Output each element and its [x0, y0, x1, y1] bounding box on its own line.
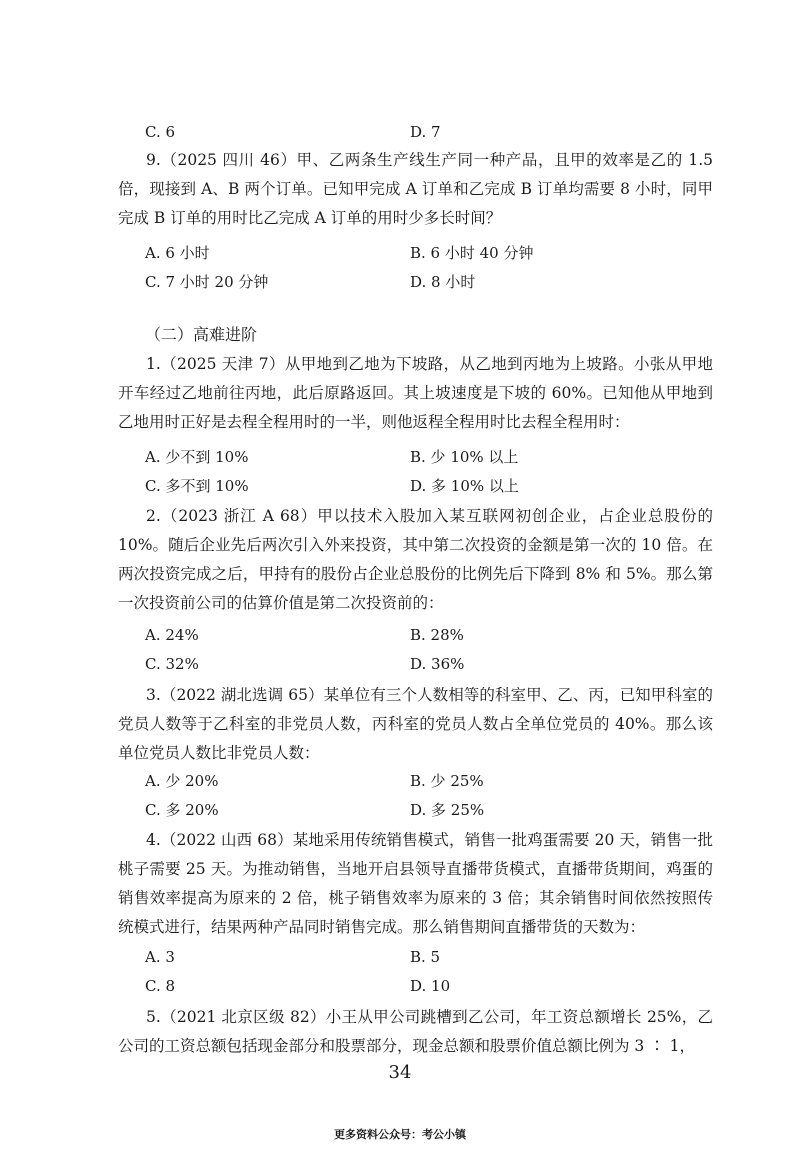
question-9: 9.（2025 四川 46）甲、乙两条生产线生产同一种产品，且甲的效率是乙的 1.5 倍，现接到 A、B 两个订单。已知甲完成 A 订单和乙完成 B 订单均需要 8 小时，同甲完成 B 订单的用时比乙完成 A 订单的用时少多长时间？	[118, 151, 713, 227]
option-d: D. 36%	[410, 655, 465, 673]
page-number: 34	[388, 1062, 412, 1083]
option-c: C. 8	[145, 977, 176, 995]
option-a: A. 少 20%	[145, 772, 219, 790]
option-a: A. 3	[145, 948, 175, 966]
option-d: D. 多 10% 以上	[410, 477, 519, 495]
option-d: D. 多 25%	[410, 801, 485, 819]
question-2: 2.（2023 浙江 A 68）甲以技术入股加入某互联网初创企业，占企业总股份的 10%。随后企业先后两次引入外来投资，其中第二次投资的金额是第一次的 10 倍。在两次投资完成之后，甲持有的股份占企业总股份的比例先后下降到 8% 和 5%。那么第一次投资前公司的估算价值是第二次投资前的：	[118, 507, 713, 612]
option-c: C. 多不到 10%	[145, 477, 249, 495]
question-3: 3.（2022 湖北选调 65）某单位有三个人数相等的科室甲、乙、丙，已知甲科室的党员人数等于乙科室的非党员人数，丙科室的党员人数占全单位党员的 40%。那么该单位党员人数比非党员人数：	[118, 686, 713, 762]
option-c: C. 6	[145, 123, 176, 141]
option-a: A. 少不到 10%	[145, 448, 249, 466]
option-d: D. 10	[410, 977, 451, 995]
question-5: 5.（2021 北京区级 82）小王从甲公司跳槽到乙公司，年工资总额增长 25%，乙公司的工资总额包括现金部分和股票部分，现金总额和股票价值总额比例为 3 ∶ 1，	[118, 1008, 713, 1055]
option-c: C. 多 20%	[145, 801, 219, 819]
option-c: C. 32%	[145, 655, 199, 673]
question-1: 1.（2025 天津 7）从甲地到乙地为下坡路，从乙地到丙地为上坡路。小张从甲地开车经过乙地前往丙地，此后原路返回。其上坡速度是下坡的 60%。已知他从甲地到乙地用时正好是去程全程用时的一半，则他返程全程用时比去程全程用时：	[118, 355, 713, 431]
option-b: B. 5	[410, 948, 441, 966]
option-d: D. 8 小时	[410, 273, 476, 291]
footer-note: 更多资料公众号：考公小镇	[334, 1128, 466, 1141]
option-d: D. 7	[410, 123, 441, 141]
section-heading: （二）高难进阶	[145, 325, 258, 344]
option-b: B. 少 25%	[410, 772, 484, 790]
question-4: 4.（2022 山西 68）某地采用传统销售模式，销售一批鸡蛋需要 20 天，销售一批桃子需要 25 天。为推动销售，当地开启县领导直播带货模式，直播带货期间，鸡蛋的销售效率提高为原来的 2 倍，桃子销售效率为原来的 3 倍；其余销售时间依然按照传统模式进行，结果两种产品同时销售完成。那么销售期间直播带货的天数为：	[118, 831, 713, 936]
option-a: A. 24%	[145, 626, 199, 644]
option-b: B. 6 小时 40 分钟	[410, 244, 534, 262]
option-b: B. 少 10% 以上	[410, 448, 519, 466]
option-c: C. 7 小时 20 分钟	[145, 273, 269, 291]
option-b: B. 28%	[410, 626, 464, 644]
option-a: A. 6 小时	[145, 244, 210, 262]
